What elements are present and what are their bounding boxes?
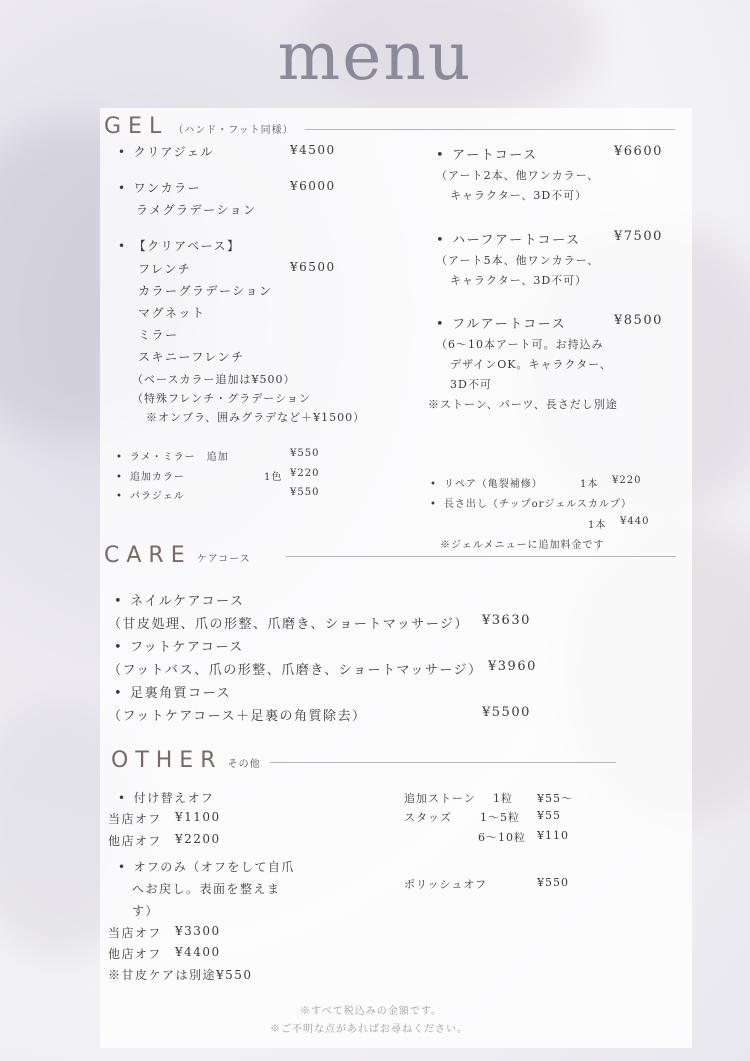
off-only-own-price: ¥3300 xyxy=(175,924,221,938)
extension-label: • 長さ出し（チップorジェルスカルプ） xyxy=(430,495,632,510)
addon-price: ¥550 xyxy=(290,487,320,498)
half-art-note: キャラクター、3D不可） xyxy=(450,274,588,287)
one-color-label: • ワンカラー xyxy=(118,179,201,196)
care-heading-group xyxy=(104,543,251,568)
half-art-label: • ハーフアートコース xyxy=(436,229,580,248)
studs-price: ¥110 xyxy=(537,829,569,842)
replace-off-label: • 付け替えオフ xyxy=(118,789,214,806)
art-course-note: （アート2本、他ワンカラー、 xyxy=(436,169,600,182)
care-divider xyxy=(286,556,676,557)
full-art-label: • フルアートコース xyxy=(436,313,566,332)
other-heading: OTHER xyxy=(111,748,223,773)
polish-off-price: ¥550 xyxy=(537,876,569,889)
care-subheading: ケアコース xyxy=(196,554,251,565)
repair-qty: 1本 xyxy=(580,479,599,490)
gel-divider xyxy=(305,129,675,130)
full-art-note: 3D不可 xyxy=(450,378,492,391)
page-title: menu xyxy=(277,18,473,95)
stone-label: 追加ストーン xyxy=(404,792,476,805)
clear-base-item: カラーグラデーション xyxy=(138,284,273,298)
extension-price: ¥440 xyxy=(620,516,650,527)
polish-off-label: ポリッシュオフ xyxy=(404,878,488,891)
replace-off-other-label: 他店オフ xyxy=(108,834,162,848)
footer-note: ※ご不明な点があればお尋ねください。 xyxy=(270,1024,468,1035)
clear-base-price: ¥6500 xyxy=(290,260,336,274)
clear-base-note: ※オンブラ、囲みグラデなど＋¥1500） xyxy=(146,411,366,424)
addon-label: • パラジェル xyxy=(116,487,185,502)
repair-label: • リペア（亀裂補修） xyxy=(430,475,543,490)
extension-qty: 1本 xyxy=(588,520,607,531)
clear-base-item: ミラー xyxy=(138,328,179,342)
other-subheading: その他 xyxy=(227,759,261,770)
half-art-price: ¥7500 xyxy=(614,229,663,244)
nail-care-price: ¥3630 xyxy=(482,613,531,628)
off-only-other-label: 他店オフ xyxy=(108,947,162,961)
foot-care-detail: （フットバス、爪の形整、爪磨き、ショートマッサージ） xyxy=(108,663,483,678)
clear-base-item: マグネット xyxy=(138,306,206,320)
cuticle-care-note: ※甘皮ケアは別途¥550 xyxy=(108,968,253,982)
stone-qty: 1粒 xyxy=(493,792,513,805)
off-only-other-price: ¥4400 xyxy=(175,945,221,959)
replace-off-own-price: ¥1100 xyxy=(175,810,221,824)
full-art-note: ※ストーン、パーツ、長さだし別途 xyxy=(428,398,618,411)
nail-care-label: • ネイルケアコース xyxy=(114,590,244,609)
repair-price: ¥220 xyxy=(612,475,642,486)
clear-base-item: フレンチ xyxy=(138,262,192,276)
other-heading-group xyxy=(111,748,261,773)
addon-label: • ラメ・ミラー 追加 xyxy=(116,448,229,463)
nail-care-detail: （甘皮処理、爪の形整、爪磨き、ショートマッサージ） xyxy=(108,617,469,632)
one-color-price: ¥6000 xyxy=(290,179,336,193)
foot-care-price: ¥3960 xyxy=(488,659,537,674)
stone-price: ¥55〜 xyxy=(537,792,573,805)
care-heading: CARE xyxy=(104,543,192,568)
gel-heading-group xyxy=(104,114,294,139)
full-art-price: ¥8500 xyxy=(614,313,663,328)
other-divider xyxy=(270,762,616,763)
art-course-price: ¥6600 xyxy=(614,144,663,159)
clear-gel-price: ¥4500 xyxy=(290,143,336,157)
art-course-note: キャラクター、3D不可） xyxy=(450,189,588,202)
sole-care-label: • 足裏角質コース xyxy=(114,682,231,701)
half-art-note: （アート5本、他ワンカラー、 xyxy=(436,254,600,267)
replace-off-other-price: ¥2200 xyxy=(175,832,221,846)
clear-gel-label: • クリアジェル xyxy=(118,143,214,160)
footer-note: ※すべて税込みの金額です。 xyxy=(300,1006,442,1017)
clear-base-note: （ベースカラー追加は¥500） xyxy=(132,373,296,386)
sole-care-detail: （フットケアコース＋足裏の角質除去） xyxy=(108,709,367,724)
clear-base-item: スキニーフレンチ xyxy=(138,350,245,364)
addon-qty: 1色 xyxy=(264,472,283,483)
studs-qty: 1〜5粒 xyxy=(480,811,520,824)
off-only-label: へお戻し。表面を整えま xyxy=(132,882,281,896)
lame-gradation-label: ラメグラデーション xyxy=(136,203,257,217)
studs-qty: 6〜10粒 xyxy=(478,831,526,844)
full-art-note: （6〜10本アート可。お持込み xyxy=(436,338,604,351)
clear-base-label: • 【クリアベース】 xyxy=(118,237,241,254)
full-art-note: デザインOK。キャラクター、 xyxy=(450,358,612,371)
art-course-label: • アートコース xyxy=(436,144,538,163)
sole-care-price: ¥5500 xyxy=(482,705,531,720)
addon-price: ¥220 xyxy=(290,468,320,479)
off-only-own-label: 当店オフ xyxy=(108,926,162,940)
replace-off-own-label: 当店オフ xyxy=(108,812,162,826)
off-only-label: す） xyxy=(132,904,160,918)
addon-price: ¥550 xyxy=(290,448,320,459)
gel-subheading: （ハンド・フット同様） xyxy=(173,125,294,136)
off-only-label: • オフのみ（オフをして自爪 xyxy=(118,858,295,875)
gel-heading: GEL xyxy=(104,114,169,139)
addon-label: • 追加カラー xyxy=(116,468,185,483)
studs-price: ¥55 xyxy=(537,809,561,822)
clear-base-note: （特殊フレンチ・グラデーション xyxy=(132,392,311,405)
foot-care-label: • フットケアコース xyxy=(114,636,244,655)
studs-label: スタッズ xyxy=(404,811,452,824)
gel-extra-note: ※ジェルメニューに追加料金です xyxy=(440,540,605,551)
